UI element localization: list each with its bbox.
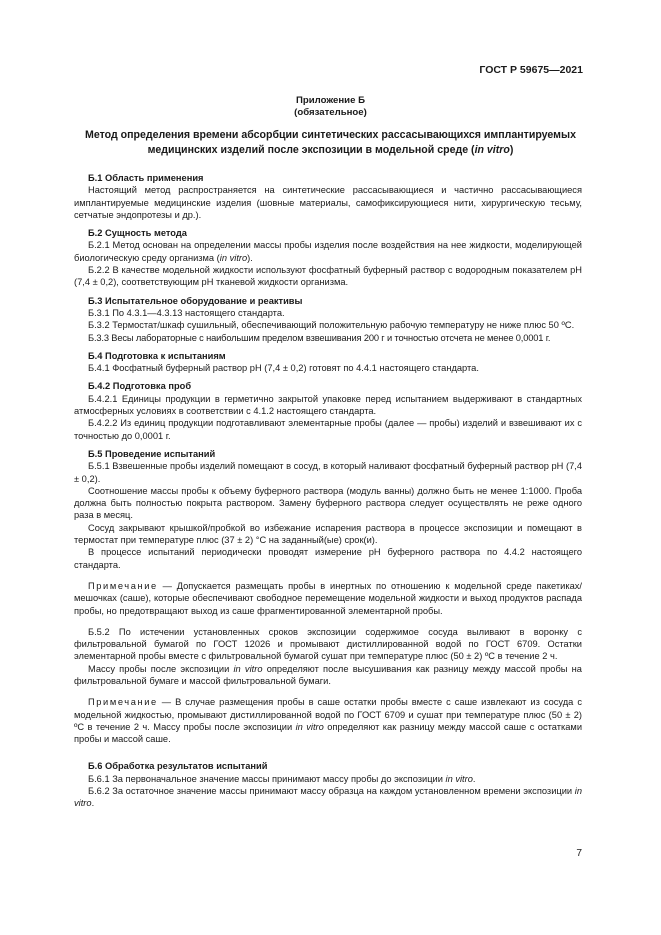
text: Б.6.2 За остаточное значение массы принимают массу образца на каждом установленном времени экспозиции xyxy=(88,786,575,797)
text: определяют после высушивания как разницу между массой пробы на фильтровальной бумаге и массой фильтровальной бумаги. xyxy=(74,663,582,686)
paragraph-b1: Настоящий метод распространяется на синтетические рассасывающиеся и частично рассасывающиеся имплантируемые медицинские изделия (шовные материалы, самофиксирующиеся нити, хирургическую тесьму, сетчатые эндопротезы и др.). xyxy=(74,185,582,220)
paragraph-b4-1: Б.4.1 Фосфатный буферный раствор рН (7,4 ± 0,2) готовят по 4.4.1 настоящего стандарта. xyxy=(88,363,479,374)
paragraph-b6-1 xyxy=(74,773,582,785)
section-heading-b2: Б.2 Сущность метода xyxy=(88,228,187,239)
italic-text: in vitro xyxy=(219,252,248,263)
text: Массу пробы после экспозиции xyxy=(88,663,234,674)
text: Б.2.1 Метод основан на определении массы пробы изделия после воздействия на нее жидкости, моделирующей биологическую среду организма ( xyxy=(74,240,582,263)
document-title-line-1: Метод определения времени абсорбции синтетических рассасывающихся имплантируемых xyxy=(85,129,576,141)
italic-text: in vitro xyxy=(295,721,324,732)
italic-text: in vitro xyxy=(445,773,473,784)
paragraph-b4-2-1: Б.4.2.1 Единицы продукции в герметично закрытой упаковке перед испытанием выдерживают в стандартных атмосферных условиях в соответствии с 4.1.2 настоящего стандарта. xyxy=(74,393,582,417)
paragraph-b4-2-2: Б.4.2.2 Из единиц продукции подготавливают элементарные пробы (далее — пробы) изделий и взвешивают их с точностью до 0,0001 г. xyxy=(74,418,582,441)
paragraph-b5-5: Б.5.2 По истечении установленных сроков экспозиции содержимое сосуда выливают в воронку с фильтровальной бумагой по ГОСТ 12026 и промывают дистиллированной водой по ГОСТ 6709. Остатки элементарной пробы вместе с фильтровальной бумагой сушат при температуре плюс (50 ± 2) ºС в течение 2 ч. xyxy=(74,626,582,662)
paragraph-b5-4: В процессе испытаний периодически проводят измерение рН буферного раствора по 4.4.2 настоящего стандарта. xyxy=(74,547,582,570)
note-label: Примечание xyxy=(88,697,158,708)
italic-text: in vitro xyxy=(74,786,582,809)
document-body xyxy=(74,172,582,810)
page-number: 7 xyxy=(576,848,582,859)
paragraph-b3-3: Б.3.3 Весы лабораторные с наибольшим пределом взвешивания 200 г и точностью отсчета не менее 0,0001 г. xyxy=(88,332,551,343)
paragraph-b3-1: Б.3.1 По 4.3.1—4.3.13 настоящего стандарта. xyxy=(88,307,285,318)
title-italic: in vitro xyxy=(474,143,510,156)
text: . xyxy=(472,773,476,784)
text: Б.6.1 За первоначальное значение массы принимают массу пробы до экспозиции xyxy=(88,773,446,784)
paragraph-b5-2: Соотношение массы пробы к объему буферного раствора (модуль ванны) должно быть не менее 1:1000. Проба должна быть полностью покрыта раствором. Замену буферного раствора следует осуществлять не реже одного раза в месяц. xyxy=(74,485,582,521)
document-title xyxy=(74,128,587,157)
section-heading-b4: Б.4 Подготовка к испытаниям xyxy=(88,350,226,361)
paragraph-b5-3: Сосуд закрывают крышкой/пробкой во избежание испарения раствора в процессе экспозиции и помещают в термостат при температуре плюс (37 ± 2) °С на заданный(ые) срок(и). xyxy=(74,522,582,546)
title-prefix: медицинских изделий после экспозиции в модельной среде ( xyxy=(147,143,475,156)
text: ). xyxy=(247,252,253,263)
paragraph-b3-2: Б.3.2 Термостат/шкаф сушильный, обеспечивающий положительную рабочую температуру не ниже плюс 50 ºС. xyxy=(88,320,575,331)
title-suffix: ) xyxy=(509,143,514,156)
italic-text: in vitro xyxy=(233,663,263,674)
section-heading-b3: Б.3 Испытательное оборудование и реактивы xyxy=(88,295,303,306)
document-title-line-2 xyxy=(74,143,587,158)
note-1 xyxy=(74,580,582,617)
paragraph-b2-1 xyxy=(74,239,582,264)
note-2 xyxy=(74,696,582,745)
annex-status: (обязательное) xyxy=(294,107,367,118)
text: . xyxy=(91,798,95,809)
paragraph-b5-6 xyxy=(74,663,582,688)
note-text: определяют как разницу между массой саше с остатками пробы и массой саше. xyxy=(74,721,583,745)
note-text: — Допускается размещать пробы в инертных по отношению к модельной среде пакетиках/мешочках (саше), которые обеспечивают свободное перемещение модельной жидкости и выход продуктов распада пробы, но предотвращают выход из саше фрагментированной элементарной пробы. xyxy=(74,580,582,616)
note-text: — В случае размещения пробы в саше остатки пробы вместе с саше извлекают из сосуда с модельной жидкостью, промывают дистиллированной водой по ГОСТ 6709 и сушат при температуре плюс (50 ± 2) ºС в течение 2 ч. Массу пробы после экспозиции xyxy=(74,697,582,732)
section-heading-b6: Б.6 Обработка результатов испытаний xyxy=(88,761,268,772)
paragraph-b6-2 xyxy=(74,785,582,810)
paragraph-b5-1: Б.5.1 Взвешенные пробы изделий помещают в сосуд, в который наливают фосфатный буферный раствор рН (7,4 ± 0,2). xyxy=(74,461,582,484)
section-heading-b1: Б.1 Область применения xyxy=(88,173,204,183)
annex-title: Приложение Б xyxy=(296,95,365,106)
subsection-heading-b4-2: Б.4.2 Подготовка проб xyxy=(88,381,192,392)
note-label: Примечание xyxy=(88,580,158,591)
section-heading-b5: Б.5 Проведение испытаний xyxy=(88,448,216,459)
standard-number: ГОСТ Р 59675—2021 xyxy=(479,64,583,76)
paragraph-b2-2: Б.2.2 В качестве модельной жидкости используют фосфатный буферный раствор с водородным показателем рН (7,4 ± 0,2), соответствующим рН тканевой жидкости организма. xyxy=(74,265,582,288)
